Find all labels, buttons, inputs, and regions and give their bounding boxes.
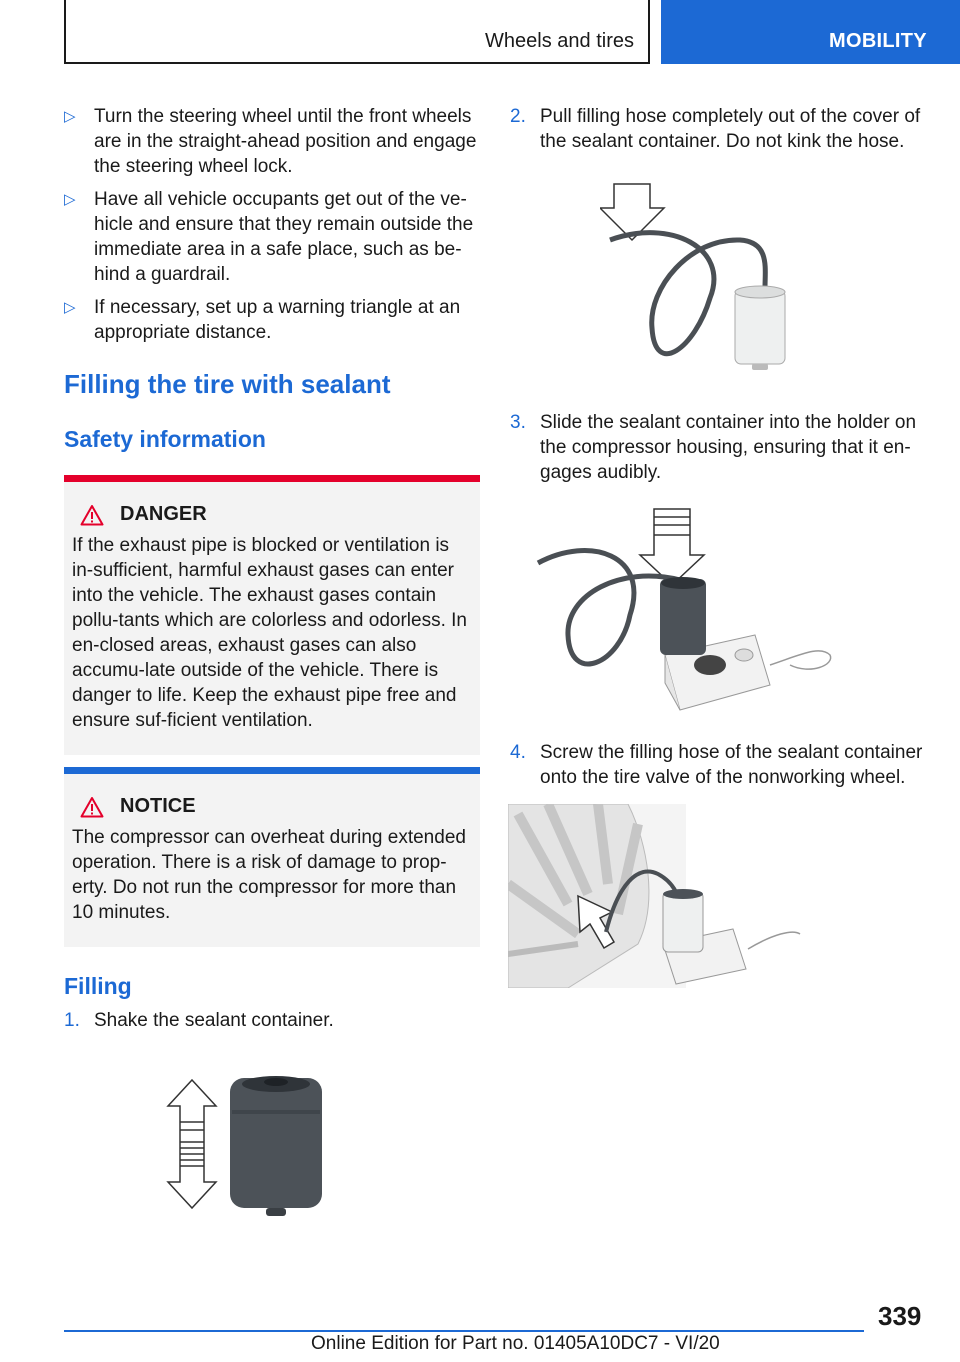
shake-container-illustration: [160, 1070, 340, 1220]
notice-title-row: [80, 794, 472, 819]
danger-title: DANGER: [120, 503, 207, 525]
right-column-step4: [510, 740, 930, 790]
bullet-triangle-icon: ▷: [64, 191, 76, 208]
bullet-item: [64, 104, 480, 179]
step-number: 4.: [510, 742, 526, 763]
heading-filling: Filling: [64, 973, 132, 999]
bullet-item: [64, 295, 480, 345]
footer-divider: [64, 1330, 864, 1332]
bullet-item: [64, 187, 480, 287]
step-2: [510, 104, 930, 154]
step-number: 1.: [64, 1010, 80, 1031]
notice-box: [64, 767, 480, 947]
footer-edition: Online Edition for Part no. 01405A10DC7 - VI/20: [311, 1333, 720, 1354]
notice-title: NOTICE: [120, 795, 196, 817]
step-1: [64, 1008, 480, 1033]
connect-valve-illustration: [508, 804, 808, 988]
step-text: Screw the filling hose of the sealant container onto the tire valve of the nonworking wheel.: [540, 742, 923, 788]
warning-triangle-icon: [80, 504, 104, 526]
notice-text: The compressor can overheat during extended operation. There is a risk of damage to prop‐erty. Do not run the compressor for more than 10 minutes.: [72, 827, 466, 923]
double-arrow-icon: [168, 1080, 216, 1208]
bullet-text: If necessary, set up a warning triangle at an appropriate distance.: [94, 297, 461, 343]
header-chapter-tab: [661, 0, 960, 64]
header-section-box: [64, 0, 650, 64]
heading-filling-tire: Filling the tire with sealant: [64, 369, 391, 399]
header-chapter-title: MOBILITY: [829, 30, 927, 52]
left-column: [64, 104, 480, 1033]
sealant-container-icon: [663, 889, 703, 952]
step-4: [510, 740, 930, 790]
sealant-container-icon: [230, 1076, 322, 1216]
step-text: Shake the sealant container.: [94, 1010, 334, 1031]
right-column-step3: [510, 410, 930, 485]
sealant-container-icon: [735, 286, 785, 370]
danger-box: [64, 475, 480, 755]
danger-title-row: [80, 502, 472, 527]
header-section-title: Wheels and tires: [485, 30, 634, 52]
bullet-triangle-icon: ▷: [64, 299, 76, 316]
bullet-text: Turn the steering wheel until the front wheels are in the straight-ahead position and engage the steering wheel lock.: [94, 106, 477, 177]
insert-container-illustration: [530, 505, 850, 715]
step-number: 3.: [510, 412, 526, 433]
page-number: 339: [878, 1301, 922, 1331]
sealant-container-icon: [660, 577, 706, 655]
step-text: Pull filling hose completely out of the cover of the sealant container. Do not kink the hose.: [540, 106, 921, 152]
bullet-triangle-icon: ▷: [64, 108, 76, 125]
bullet-text: Have all vehicle occupants get out of the ve‐hicle and ensure that they remain outside the immediate area in a safe place, such as be‐hind a guardrail.: [94, 189, 474, 285]
step-text: Slide the sealant container into the holder on the compressor housing, ensuring that it en‐gages audibly.: [540, 412, 917, 483]
pull-hose-illustration: [600, 178, 800, 374]
step-number: 2.: [510, 106, 526, 127]
right-column: [510, 104, 930, 154]
heading-safety-information: Safety information: [64, 426, 266, 452]
wheel-rim-icon: [508, 804, 686, 988]
danger-text: If the exhaust pipe is blocked or ventilation is in‐sufficient, harmful exhaust gases can enter into the vehicle. The exhaust gases contain pollu‐tants which are colorless and odorless. In en‐closed areas, exhaust gases can also accumu‐late outside of the vehicle. There is danger to life. Keep the exhaust pipe free and ensure suf‐ficient ventilation.: [72, 535, 467, 731]
step-3: [510, 410, 930, 485]
warning-triangle-icon: [80, 796, 104, 818]
